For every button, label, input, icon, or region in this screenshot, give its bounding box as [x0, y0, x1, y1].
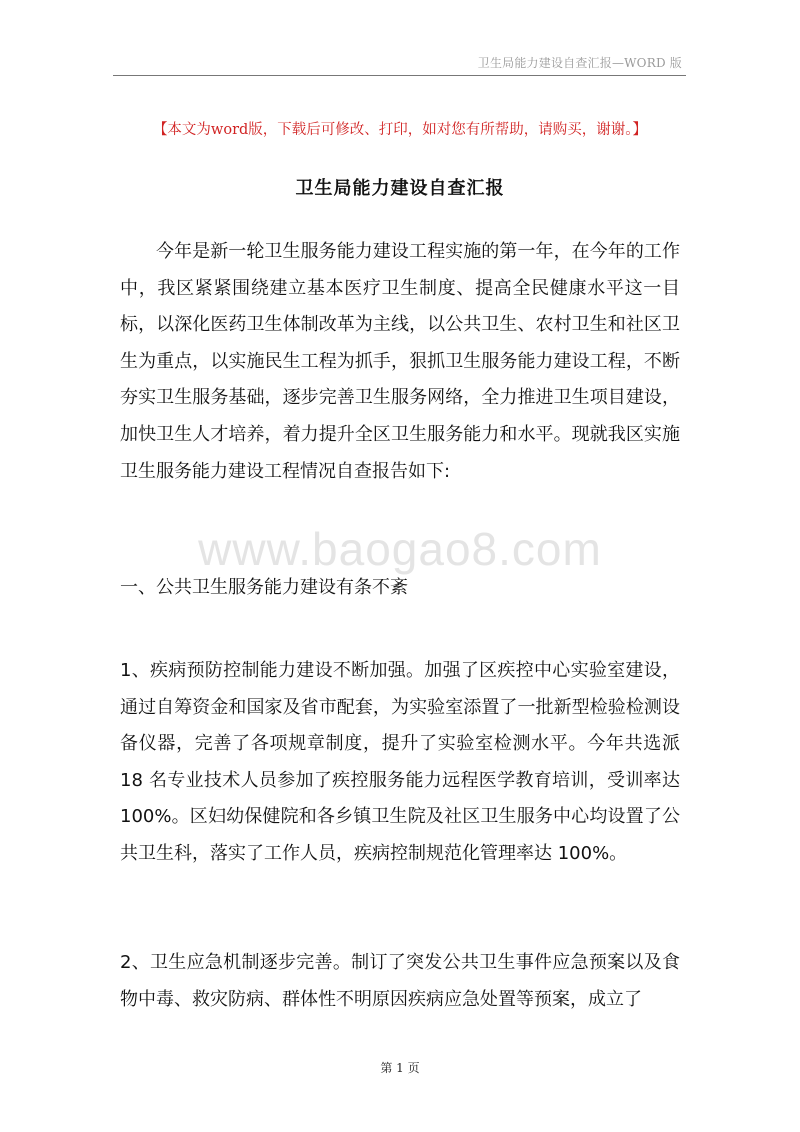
watermark: www.baogao8.com	[198, 523, 602, 575]
document-title: 卫生局能力建设自查汇报	[295, 178, 505, 199]
running-header: 卫生局能力建设自查汇报—WORD 版	[477, 56, 682, 70]
section-item-2: 2、卫生应急机制逐步完善。制订了突发公共卫生事件应急预案以及食物中毒、救灾防病、群体性不明原因疾病应急处置等预案，成立了	[120, 952, 680, 1010]
section-heading: 一、公共卫生服务能力建设有条不紊	[120, 577, 408, 598]
header-divider	[113, 75, 686, 76]
section-item-1: 1、疾病预防控制能力建设不断加强。加强了区疾控中心实验室建设，通过自筹资金和国家及省市配套，为实验室添置了一批新型检验检测设备仪器，完善了各项规章制度，提升了实验室检测水平。今年共选派 18 名专业技术人员参加了疾控服务能力远程医学教育培训，受训率达 100%。区妇幼保健院和各乡镇卫生院及社区卫生服务中心均设置了公共卫生科，落实了工作人员，疾病控制规范化管理率达 100%。	[120, 660, 680, 864]
purchase-notice: 【本文为word版，下载后可修改、打印，如对您有所帮助，请购买，谢谢。】	[152, 122, 648, 138]
intro-paragraph: 今年是新一轮卫生服务能力建设工程实施的第一年，在今年的工作中，我区紧紧围绕建立基本医疗卫生制度、提高全民健康水平这一目标，以深化医药卫生体制改革为主线，以公共卫生、农村卫生和社区卫生为重点，以实施民生工程为抓手，狠抓卫生服务能力建设工程，不断夯实卫生服务基础，逐步完善卫生服务网络，全力推进卫生项目建设，加快卫生人才培养，着力提升全区卫生服务能力和水平。现就我区实施卫生服务能力建设工程情况自查报告如下:	[120, 241, 680, 482]
page-number: 第 1 页	[380, 1061, 420, 1075]
